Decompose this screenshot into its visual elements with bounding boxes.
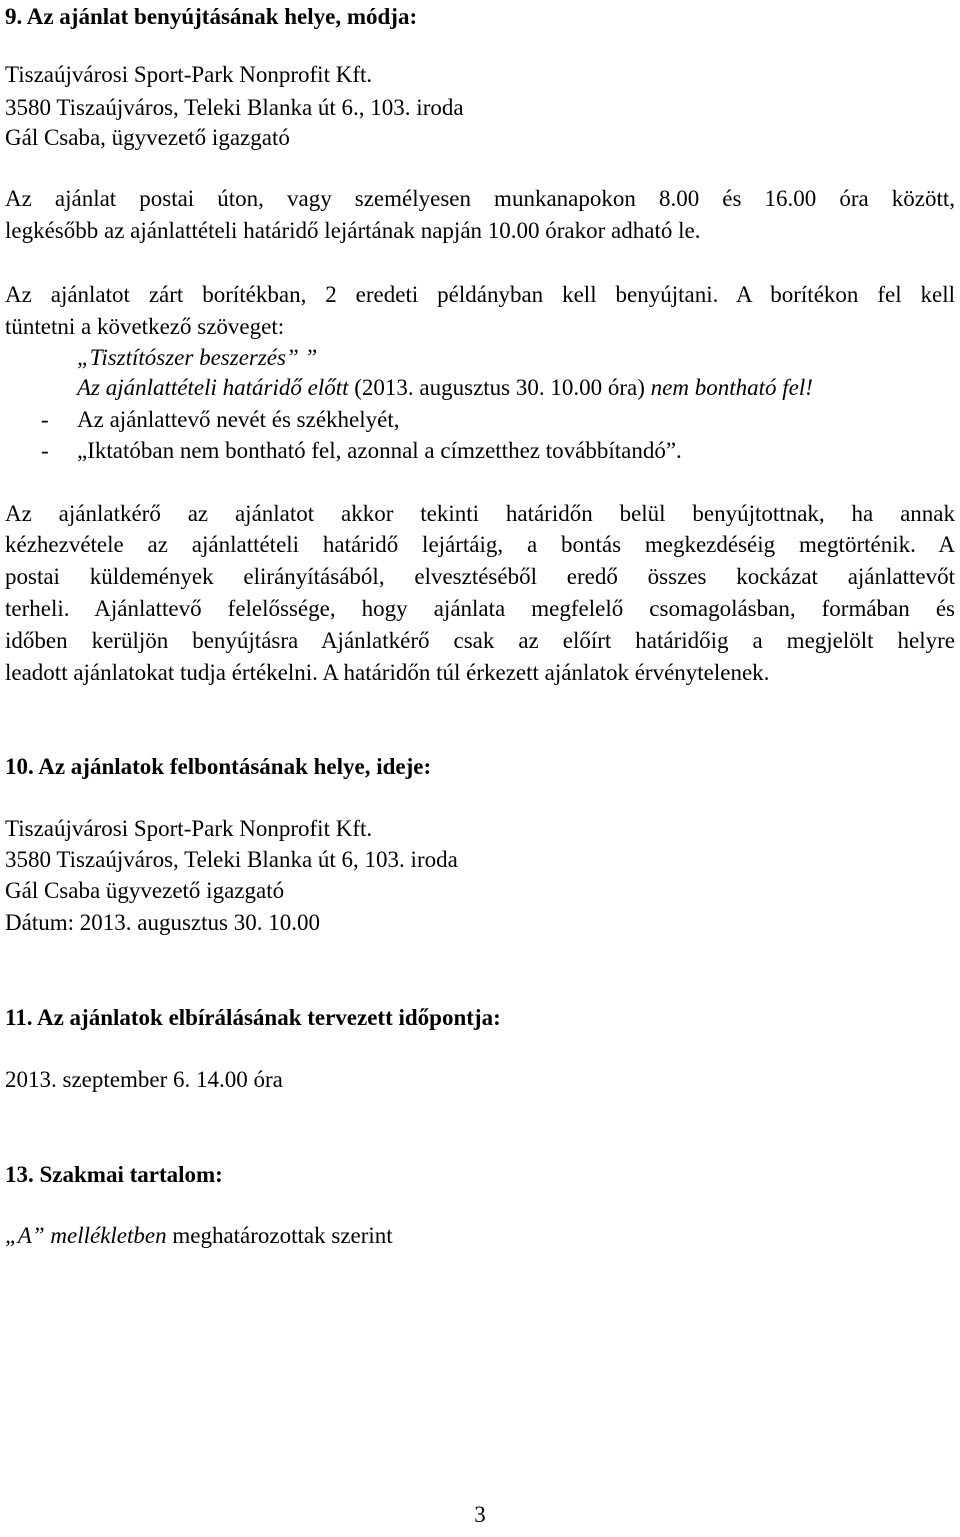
paragraph-line: kézhezvétele az ajánlattételi határidő lejártáig, a bontás megkezdéséig megtörténik. A	[5, 532, 955, 557]
annex-reference-rest: meghatározottak szerint	[166, 1223, 393, 1248]
deadline-italic: Az ajánlattételi határidő előtt	[77, 375, 349, 400]
deadline-line	[77, 373, 813, 403]
opening-date: Dátum: 2013. augusztus 30. 10.00	[5, 910, 320, 935]
opening-line: 3580 Tiszaújváros, Teleki Blanka út 6, 103. iroda	[5, 847, 458, 872]
address-line: 3580 Tiszaújváros, Teleki Blanka út 6., 103. iroda	[5, 95, 464, 120]
page-number: 3	[474, 1502, 486, 1527]
paragraph-line: Az ajánlatkérő az ajánlatot akkor tekinti határidőn belül benyújtottnak, ha annak	[5, 501, 955, 526]
delivery-line: Az ajánlat postai úton, vagy személyesen munkanapokon 8.00 és 16.00 óra között,	[5, 186, 955, 211]
envelope-title: „Tisztítószer beszerzés” ”	[77, 345, 318, 370]
deadline-date: (2013. augusztus 30. 10.00 óra)	[348, 375, 651, 400]
content-reference	[5, 1221, 393, 1251]
opening-line: Gál Csaba ügyvezető igazgató	[5, 878, 285, 903]
address-line: Gál Csaba, ügyvezető igazgató	[5, 125, 290, 150]
paragraph-line: időben kerüljön benyújtásra Ajánlatkérő csak az előírt határidőig a megjelölt helyre	[5, 628, 955, 653]
paragraph-line: postai küldemények elirányításából, elvesztéséből eredő összes kockázat ajánlattevőt	[5, 564, 955, 589]
section-10-heading: 10. Az ajánlatok felbontásának helye, ideje:	[5, 754, 432, 779]
annex-reference: „A” mellékletben	[5, 1223, 167, 1248]
section-13-heading: 13. Szakmai tartalom:	[5, 1162, 223, 1187]
delivery-line: legkésőbb az ajánlattételi határidő lejártának napján 10.00 órakor adható le.	[5, 218, 701, 243]
section-9-heading: 9. Az ajánlat benyújtásának helye, módja:	[5, 4, 418, 29]
envelope-line: tüntetni a következő szöveget:	[5, 314, 285, 339]
paragraph-line: terheli. Ajánlattevő felelőssége, hogy ajánlata megfelelő csomagolásban, formában és	[5, 596, 955, 621]
bullet-dash: -	[41, 407, 49, 432]
paragraph-line: leadott ajánlatokat tudja értékelni. A határidőn túl érkezett ajánlatok érvénytelenek.	[5, 660, 770, 685]
bullet-item: Az ajánlattevő nevét és székhelyét,	[77, 407, 400, 432]
opening-line: Tiszaújvárosi Sport-Park Nonprofit Kft.	[5, 816, 373, 841]
bullet-item: „Iktatóban nem bontható fel, azonnal a címzetthez továbbítandó”.	[77, 438, 682, 463]
deadline-warning: nem bontható fel!	[650, 375, 813, 400]
evaluation-date: 2013. szeptember 6. 14.00 óra	[5, 1067, 283, 1092]
address-line: Tiszaújvárosi Sport-Park Nonprofit Kft.	[5, 62, 373, 87]
bullet-dash: -	[41, 438, 49, 463]
section-11-heading: 11. Az ajánlatok elbírálásának tervezett időpontja:	[5, 1005, 501, 1030]
envelope-line: Az ajánlatot zárt borítékban, 2 eredeti példányban kell benyújtani. A borítékon fel kell	[5, 282, 955, 307]
